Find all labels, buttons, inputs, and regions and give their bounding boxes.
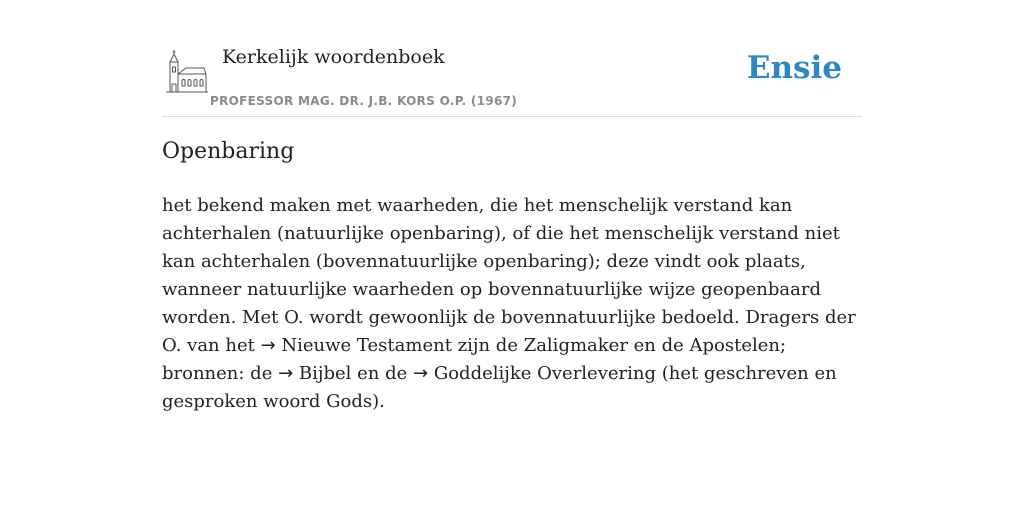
definition-text: het bekend maken met waarheden, die het menschelijk verstand kan achterhalen (natuurlijke openbaring), of die het menschelijk verstand niet kan achterhalen (bovennatuurlijke openbaring); deze vindt ook plaats, wanneer natuurlijke waarheden op bovennatuurlijke wijze geopenbaard worden. Met O. wordt gewoonlijk de bovennatuurlijke bedoeld. Dragers der O. van het <box>162 195 856 356</box>
book-author: PROFESSOR MAG. DR. J.B. KORS O.P. (1967) <box>210 94 518 108</box>
arrow-right-icon: → <box>413 363 429 384</box>
arrow-right-icon: → <box>260 335 276 356</box>
xref-label: Bijbel <box>298 363 352 384</box>
definition-text: zijn de Zaligmaker en de Apostelen; bronnen: de <box>162 335 787 384</box>
xref-link-bijbel[interactable] <box>278 363 351 384</box>
church-icon <box>166 50 208 94</box>
book-title[interactable]: Kerkelijk woordenboek <box>222 46 445 68</box>
arrow-right-icon: → <box>278 363 294 384</box>
xref-label: Nieuwe Testament <box>281 335 452 356</box>
xref-link-nieuwe-testament[interactable] <box>261 335 452 356</box>
entry-definition <box>162 192 862 416</box>
book-header <box>162 40 862 117</box>
xref-label: Goddelijke Overlevering <box>433 363 657 384</box>
xref-link-goddelijke-overlevering[interactable] <box>413 363 656 384</box>
entry-title: Openbaring <box>162 139 295 164</box>
definition-text: en de <box>351 363 413 384</box>
brand-logo[interactable]: Ensie <box>746 50 842 86</box>
definition-text: (het geschreven en gesproken woord Gods). <box>162 363 837 412</box>
